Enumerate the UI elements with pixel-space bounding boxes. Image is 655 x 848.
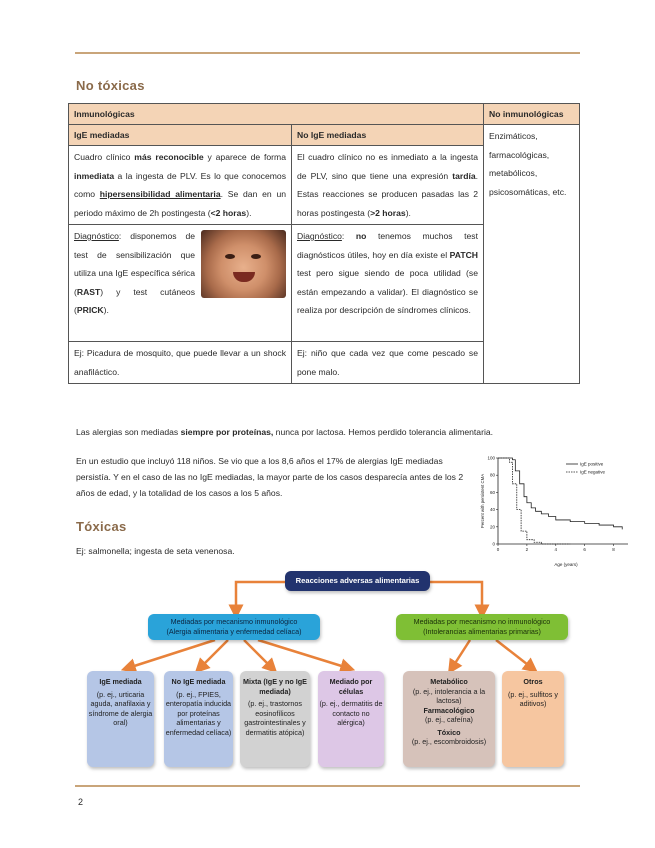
diagram-immuno: [148, 614, 320, 640]
chart-x-tick-label: 6: [583, 547, 586, 552]
ige-clinical-cell: Cuadro clínico más reconocible y aparece de forma inmediata a la ingesta de PLV. Es lo que conocemos como hipersensibilidad alimentaria. Se dan en un periodo máximo de 2h postingesta (<2 horas).: [69, 146, 292, 225]
heading-toxicas: Tóxicas: [76, 519, 127, 534]
diagram-leaf-no-ige: No IgE mediada (p. ej., FPIES, enteropatía inducida por proteínas alimentarias y enfermedad celíaca): [164, 671, 233, 767]
paragraph-proteins: Las alergias son mediadas siempre por proteínas, nunca por lactosa. Hemos perdido tolerancia alimentaria.: [76, 427, 494, 437]
chart-y-tick-label: 80: [489, 472, 495, 478]
header-no-ige-mediadas: No IgE mediadas: [292, 125, 484, 146]
arrow-root-immuno: [236, 582, 286, 612]
chart-legend-label: IgE negative: [580, 469, 606, 475]
chart-x-tick-label: 8: [612, 547, 615, 552]
diagram-leaf-ige: IgE mediada (p. ej., urticaria aguda, anafilaxia y síndrome de alergia oral): [87, 671, 154, 767]
arrow-root-nonimmuno: [430, 582, 482, 612]
chart-x-tick-label: 2: [525, 547, 529, 552]
diagram-nonimmuno: [396, 614, 568, 640]
chart-y-tick-label: 100: [487, 455, 495, 461]
chart-legend-label: IgE positive: [580, 461, 604, 467]
heading-no-toxicas: No tóxicas: [76, 78, 145, 93]
bottom-rule: [75, 785, 580, 787]
arrow-leaf6: [496, 640, 532, 668]
header-ige-mediadas: IgE mediadas: [69, 125, 292, 146]
no-inmuno-list: Enzimáticos, farmacológicas, metabólicos, psicosomáticas, etc.: [489, 131, 567, 197]
chart-x-tick-label: 4: [554, 547, 558, 552]
header-no-inmunologicas: No inmunológicas: [484, 104, 580, 125]
paragraph-toxicas-example: Ej: salmonella; ingesta de seta venenosa.: [76, 546, 235, 556]
paragraph-study: En un estudio que incluyó 118 niños. Se vio que a los 8,6 años el 17% de alergias IgE mediadas persistía. Y en el caso de las no IgE mediadas, la mayor parte de los casos desparecía antes de los 2 años de edad, y la totalidad de los casos a los 5 años.: [76, 456, 464, 498]
chart-y-tick-label: 40: [489, 507, 495, 513]
diagram-leaf-otros: Otros (p. ej., sulfitos y aditivos): [502, 671, 564, 767]
diagram-root: Reacciones adversas alimentarias: [285, 571, 430, 591]
arrow-leaf1: [128, 640, 215, 668]
diagram-leaf-metabolico: Metabólico (p. ej., intolerancia a la lactosa) Farmacológico (p. ej., cafeína) Tóxico (p. ej., escombroidosis): [403, 671, 495, 767]
chart-y-tick-label: 20: [489, 524, 495, 530]
chart-y-tick-label: 60: [489, 489, 495, 495]
nonimmuno-subtitle: (Intolerancias alimentarias primarias): [423, 626, 541, 636]
chart-ylabel: Percent with persistent CMA: [480, 473, 485, 529]
chart-x-tick-label: 0: [496, 547, 500, 552]
immuno-title: Mediadas por mecanismo inmunológico: [170, 617, 298, 626]
no-ige-clinical-cell: El cuadro clínico no es inmediato a la ingesta de PLV, sino que tiene una expresión tardía. Estas reacciones se producen pasadas las 2 horas postingesta (>2 horas).: [292, 146, 484, 225]
nonimmuno-title: Mediadas por mecanismo no inmunológico: [413, 617, 551, 626]
no-ige-diagnosis-cell: Diagnóstico: no tenemos muchos test diagnósticos útiles, hoy en día existe el PATCH test pero sigue siendo de poca utilidad (se están empezando a validar). El diagnóstico se realiza por descripción de síndromes clínicos.: [292, 225, 484, 342]
page-number: 2: [78, 797, 84, 807]
header-inmunologicas: Inmunológicas: [69, 104, 484, 125]
chart-xlabel: Age (years): [554, 562, 578, 567]
ige-diagnosis-cell: Diagnóstico: disponemos de test de sensibilización que utiliza una IgE específica sérica (RAST) y test cutáneos (PRICK).: [69, 225, 292, 342]
immuno-subtitle: (Alergia alimentaria y enfermedad celíaca): [166, 626, 302, 636]
arrow-leaf5: [452, 640, 470, 668]
no-ige-example-cell: Ej: niño que cada vez que come pescado se pone malo.: [292, 342, 484, 384]
ige-example-cell: Ej: Picadura de mosquito, que puede llevar a un shock anafiláctico.: [69, 342, 292, 384]
diagram-leaf-mixta: Mixta (IgE y no IgE mediada) (p. ej., trastornos eosinofílicos gastrointestinales y dermatitis atópica): [240, 671, 310, 767]
chart-y-tick-label: 0: [492, 541, 495, 547]
arrow-leaf4: [258, 640, 348, 668]
diagram-leaf-celulas: Mediado por células (p. ej., dermatitis de contacto no alérgica): [318, 671, 384, 767]
